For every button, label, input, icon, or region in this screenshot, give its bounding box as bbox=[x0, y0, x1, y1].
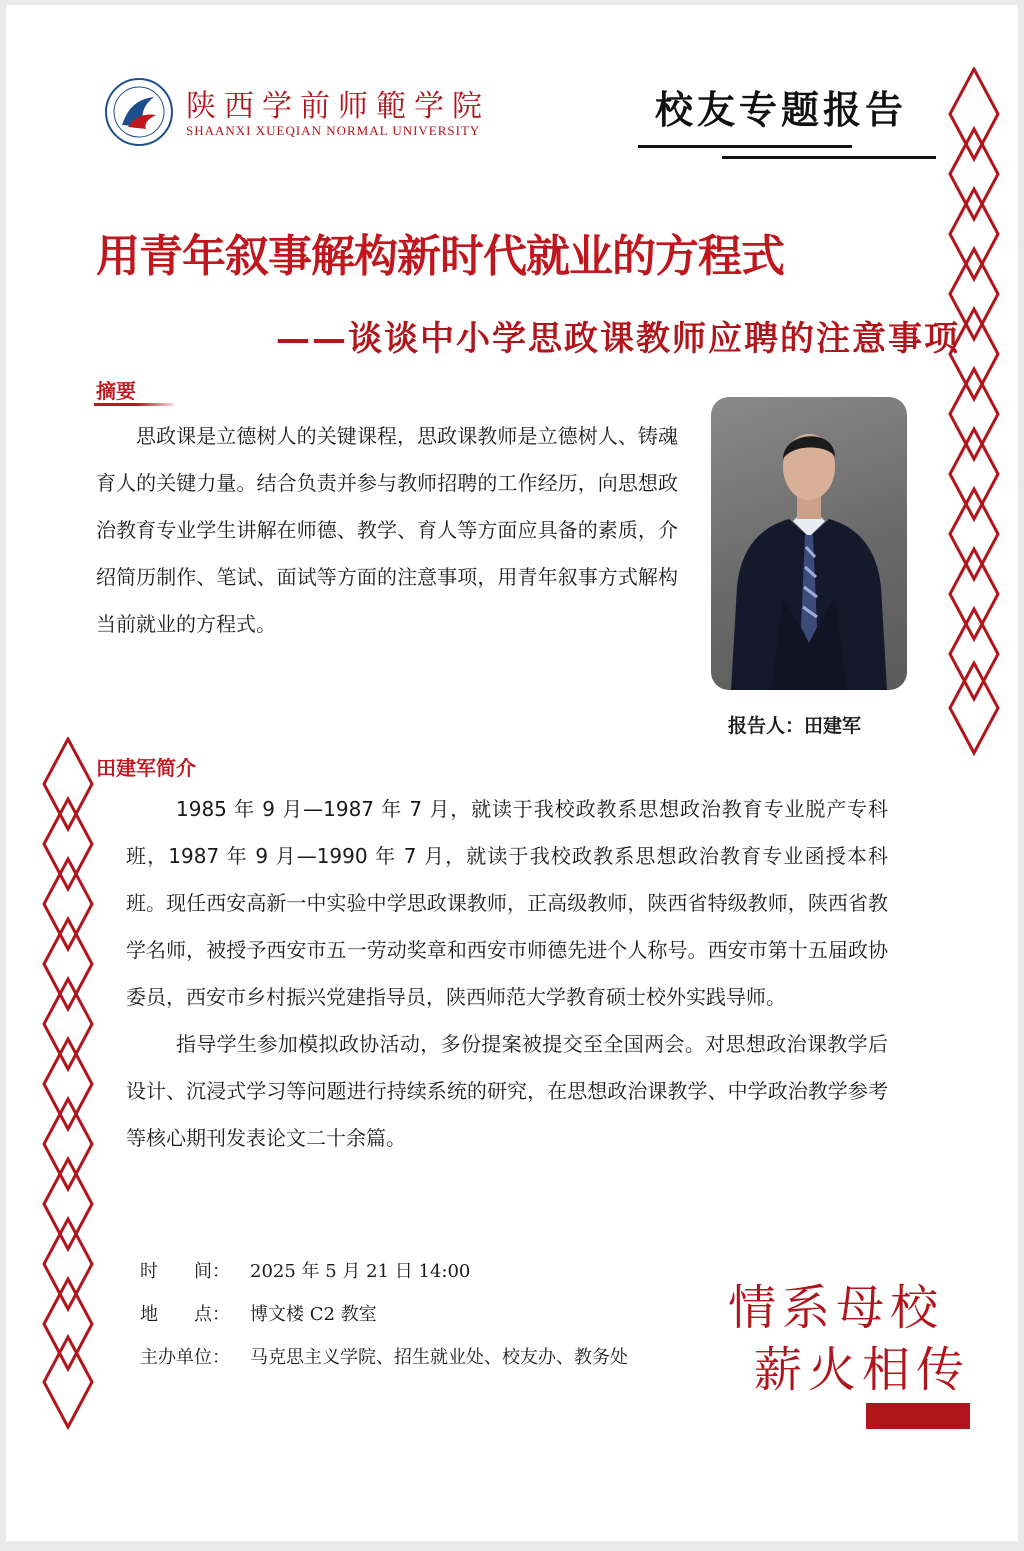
bio-heading: 田建军简介 bbox=[96, 756, 196, 780]
lecture-title: 用青年叙事解构新时代就业的方程式 bbox=[96, 231, 784, 282]
decorative-red-bar bbox=[866, 1403, 970, 1429]
reporter-name: 报告人：田建军 bbox=[728, 715, 862, 737]
left-diamond-border bbox=[42, 737, 94, 1431]
speaker-photo bbox=[711, 397, 907, 690]
event-place-value: 博文楼 C2 教室 bbox=[250, 1304, 377, 1325]
event-place bbox=[140, 1300, 377, 1326]
bio-paragraph: 1985 年 9 月—1987 年 7 月，就读于我校政教系思想政治教育专业脱产专科班，1987 年 9 月—1990 年 7 月，就读于我校政教系思想政治教育专业函授本科班。现任西安高新一中实验中学思政课教师，正高级教师，陕西省特级教师，陕西省教学名师，被授予西安市五一劳动奖章和西安市师德先进个人称号。西安市第十五届政协委员，西安市乡村振兴党建指导员，陕西师范大学教育硕士校外实践导师。 bbox=[126, 797, 888, 1009]
slogan-line-1: 情系母校 bbox=[728, 1280, 945, 1336]
divider-line bbox=[638, 145, 852, 148]
abstract-heading-underline bbox=[94, 403, 174, 406]
lecture-subtitle: ——谈谈中小学思政课教师应聘的注意事项 bbox=[276, 319, 960, 359]
event-host-value: 马克思主义学院、招生就业处、校友办、教务处 bbox=[250, 1347, 628, 1368]
slogan-line-2: 薪火相传 bbox=[754, 1342, 971, 1398]
university-emblem-icon bbox=[104, 77, 174, 147]
abstract-text: 思政课是立德树人的关键课程，思政课教师是立德树人、铸魂育人的关键力量。结合负责并参与教师招聘的工作经历，向思想政治教育专业学生讲解在师德、教学、育人等方面应具备的素质，介绍简历制作、笔试、面试等方面的注意事项，用青年叙事方式解构当前就业的方程式。 bbox=[96, 424, 678, 636]
university-logo bbox=[104, 77, 504, 147]
bio-text bbox=[126, 786, 888, 1162]
abstract-heading: 摘要 bbox=[96, 379, 136, 403]
event-host-label: 主办单位： bbox=[140, 1347, 230, 1368]
university-name-cn: 陕西学前师範学院 bbox=[186, 89, 490, 124]
speaker-portrait-icon bbox=[711, 397, 907, 690]
event-host bbox=[140, 1343, 628, 1369]
event-time-value: 2025 年 5 月 21 日 14:00 bbox=[250, 1261, 471, 1282]
right-diamond-border bbox=[948, 67, 1000, 757]
event-time bbox=[140, 1257, 470, 1283]
divider-line bbox=[722, 156, 936, 159]
poster bbox=[6, 5, 1018, 1541]
bio-paragraph: 指导学生参加模拟政协活动，多份提案被提交至全国两会。对思想政治课教学后设计、沉浸式学习等问题进行持续系统的研究，在思想政治课教学、中学政治教学参考等核心期刊发表论文二十余篇。 bbox=[126, 1032, 888, 1150]
event-place-label: 地 点： bbox=[140, 1304, 230, 1325]
series-title: 校友专题报告 bbox=[654, 88, 907, 132]
diamond-chain-icon bbox=[42, 737, 94, 1431]
event-time-label: 时 间： bbox=[140, 1261, 230, 1282]
university-name-en: SHAANXI XUEQIAN NORMAL UNIVERSITY bbox=[186, 123, 481, 138]
diamond-chain-icon bbox=[948, 67, 1000, 757]
